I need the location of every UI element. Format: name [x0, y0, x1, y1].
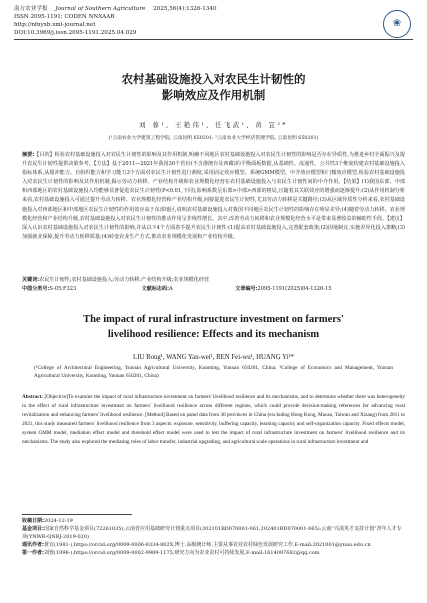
journal-name-en: Journal of Southern Agriculture — [55, 6, 146, 12]
clc-value: S-05;F323 — [49, 286, 77, 292]
keywords-cn-text: 农民生计韧性;农村基础设施投入;劳动力转移;产业结构升级;农业规模化经营 — [39, 277, 210, 283]
title-en-line1: The impact of rural infrastructure investment on farmers' — [83, 314, 344, 325]
title-en-line2: livelihood resilience: Effects and its mechanism — [107, 329, 320, 340]
keywords-cn — [22, 277, 405, 284]
affiliations-en: (¹College of Architectural Engineering, Yunnan Agricultural University, Kunming, Yunnan 650201, China; ²College of Economics and Management, Yunnan Agricultural University, Kunming, Yunnan 650201, China) — [34, 365, 393, 379]
fund-value: 国家自然科学基金项目(72261035);云南省应用基础研究计划重点项目(202101BD070001-061,202401BD070001-065);云南“兴滇英才支持计划”青年人才专项(YNWR-QNBJ-2019-020) — [22, 526, 402, 541]
footnote-divider — [22, 514, 132, 515]
received-label: 收稿日期: — [22, 518, 44, 524]
footnote-received — [22, 517, 405, 525]
abstract-en — [22, 393, 405, 448]
doc-code-label: 文献标志码: — [141, 286, 169, 292]
title-cn-line2: 影响效应及作用机制 — [161, 88, 266, 102]
abstract-cn-label: 摘要: — [22, 152, 35, 158]
journal-header — [14, 6, 413, 13]
authors-cn: 刘 蓉¹, 王艳伟¹, 任飞武¹, 黄 宜²* — [139, 121, 288, 129]
doc-code-value: A — [168, 286, 173, 292]
clc-label: 中图分类号: — [22, 286, 50, 292]
fund-label: 基金项目: — [22, 526, 44, 533]
footnotes — [22, 517, 405, 557]
journal-issn: ISSN 2095-1191; CODEN NNXAAB — [14, 14, 115, 20]
journal-name-cn: 南方农业学报 — [14, 6, 48, 12]
journal-logo-icon: ❀ — [383, 10, 411, 38]
article-doi[interactable]: DOI:10.3969/j.issn.2095-1191.2025.04.029 — [14, 30, 137, 36]
first-author-value: 刘蓉(1996-),https://orcid.org/0009-0002-9989-1175,研究方向为农业农村可持续发展,E-mail:1614097682@qq.com — [44, 550, 320, 557]
abstract-en-label: Abstract: — [22, 394, 44, 400]
corr-value: 黄宜(1981-),https://orcid.org/0009-0006-8334-802X,博士,高级统计师,主要从事农业农村绿色发展研究工作,E-mail:2021001@ynau.edu.cn — [44, 542, 371, 549]
journal-url[interactable]: http://nfnyxb.xml-journal.net — [14, 22, 96, 28]
journal-issue: 2025,56(4):1326-1340 — [153, 6, 217, 12]
title-cn-line1: 农村基础设施投入对农民生计韧性的 — [121, 72, 306, 86]
received-value: 2024-12-19 — [44, 518, 73, 524]
corr-label: 通讯作者: — [22, 542, 44, 549]
abstract-cn — [22, 151, 405, 242]
abstract-en-text: [Objective]To examine the impact of rural infrastructure investment on farmers' livelihood resilience and its mechanisms, and to determine whether there was heterogeneity in the effect of rural infrastructure investment on farmers' livelihood resilience across different regions, which could provide decision-making references for advancing rural revitalization and enhancing farmers' livelihood resilience. [Method] Based on panel data from 30 provinces in China (excluding Hong Kong, Macau, Taiwan and Xizang) from 2011 to 2021, this study measured farmers' livelihood resilience from 3 aspects: exposure, sensitivity, buffering capacity, learning capacity and self-organization capacity. Fixed effects model, system GMM model, mediation effect model and threshold effect model were used to test the impact of rural infrastructure investment on farmers' livelihood resilience and its mechanisms. The study also explored the mediating roles of labor transfer, industrial upgrading, and agricultural scale operations in rural infrastructure investment and — [22, 394, 405, 446]
footnote-first-author — [22, 549, 405, 557]
affiliations-cn: (¹云南农业大学建筑工程学院, 云南昆明 650201; ²云南农业大学经济管理学院, 云南昆明 650201) — [108, 136, 319, 141]
keywords-cn-label: 关键词: — [22, 277, 40, 283]
first-author-label: 第一作者: — [22, 550, 44, 557]
footnote-fund — [22, 525, 405, 541]
authors-en: LIU Rong¹, WANG Yan-wei¹, REN Fei-wu¹, HUANG Yi²* — [133, 354, 294, 361]
header-divider — [14, 39, 413, 40]
article-no-value: 2095-1191(2025)04-1326-15 — [257, 286, 332, 292]
abstract-cn-text: 【目的】检验农村基础设施投入对农民生计韧性的影响及其作用机制,明确不同地区农村基础设施投入对农民生计韧性的影响是否存在异质性,为推进乡村全面振兴及提升农民生计韧性提供决策参考。【方法】基于2011—2021年我国30个省份(不含港澳台及西藏)的平衡面板数据,从基础性、流通性、公共性3个维度构建农村基础设施投入指标体系,从缓冲能力、自组织能力和学习能力3个方面对农民生计韧性进行测度,采用固定效应模型、系统GMM模型、中介效应模型和门槛效应模型,检验农村基础设施投入对农民生计韧性的影响及其作用机制,揭示劳动力转移、产业结构升级和农业规模化经营在农村基础设施投入与农民生计韧性间的中介作用。【结果】(1)我国东部、中部和西部地区的农村基础设施投入均能够显著促进农民生计韧性(P<0.01,下同),影响系数呈东部>中部>西部的格局,且随着其关联效应的增强而逐渐提升;(2)从作用机制分析来看,农村基础设施投入可通过提升劳动力转移、农业规模化经营和产业结构升级,间接促进农民生计韧性,尤其劳动力转移是关键路径;(3)从区域异质性分析来看,农村基础设施投入对西部地区和中部地区农民生计韧性的作用效应高于东部地区,说明农村基础设施投入对我国不同地区农民生计韧性的影响存在明显差异;(4)随着劳动力转移、农业规模化经营和产业结构升级,农村基础设施投入对农民生计韧性的推动作用呈非线性增长。其中,改善劳动力转移和农业规模化经营水平是带来显著收益的辅助性手段。【建议】深入认识农村基础设施投入对农民生计韧性的影响,并从以下4个方面着手提升农民生计韧性:(1)提高农村基础设施投入,完善配套政策;(2)因地制宜,实施差异化投入策略;(3)加强就业保障,提升劳动力转移质量;(4)转变农业生产方式,推动农业规模化发展和产业结构升级。 — [22, 152, 405, 240]
classification-cn — [22, 286, 405, 293]
article-no-label: 文章编号: — [235, 286, 258, 292]
footnote-corresponding — [22, 541, 405, 549]
